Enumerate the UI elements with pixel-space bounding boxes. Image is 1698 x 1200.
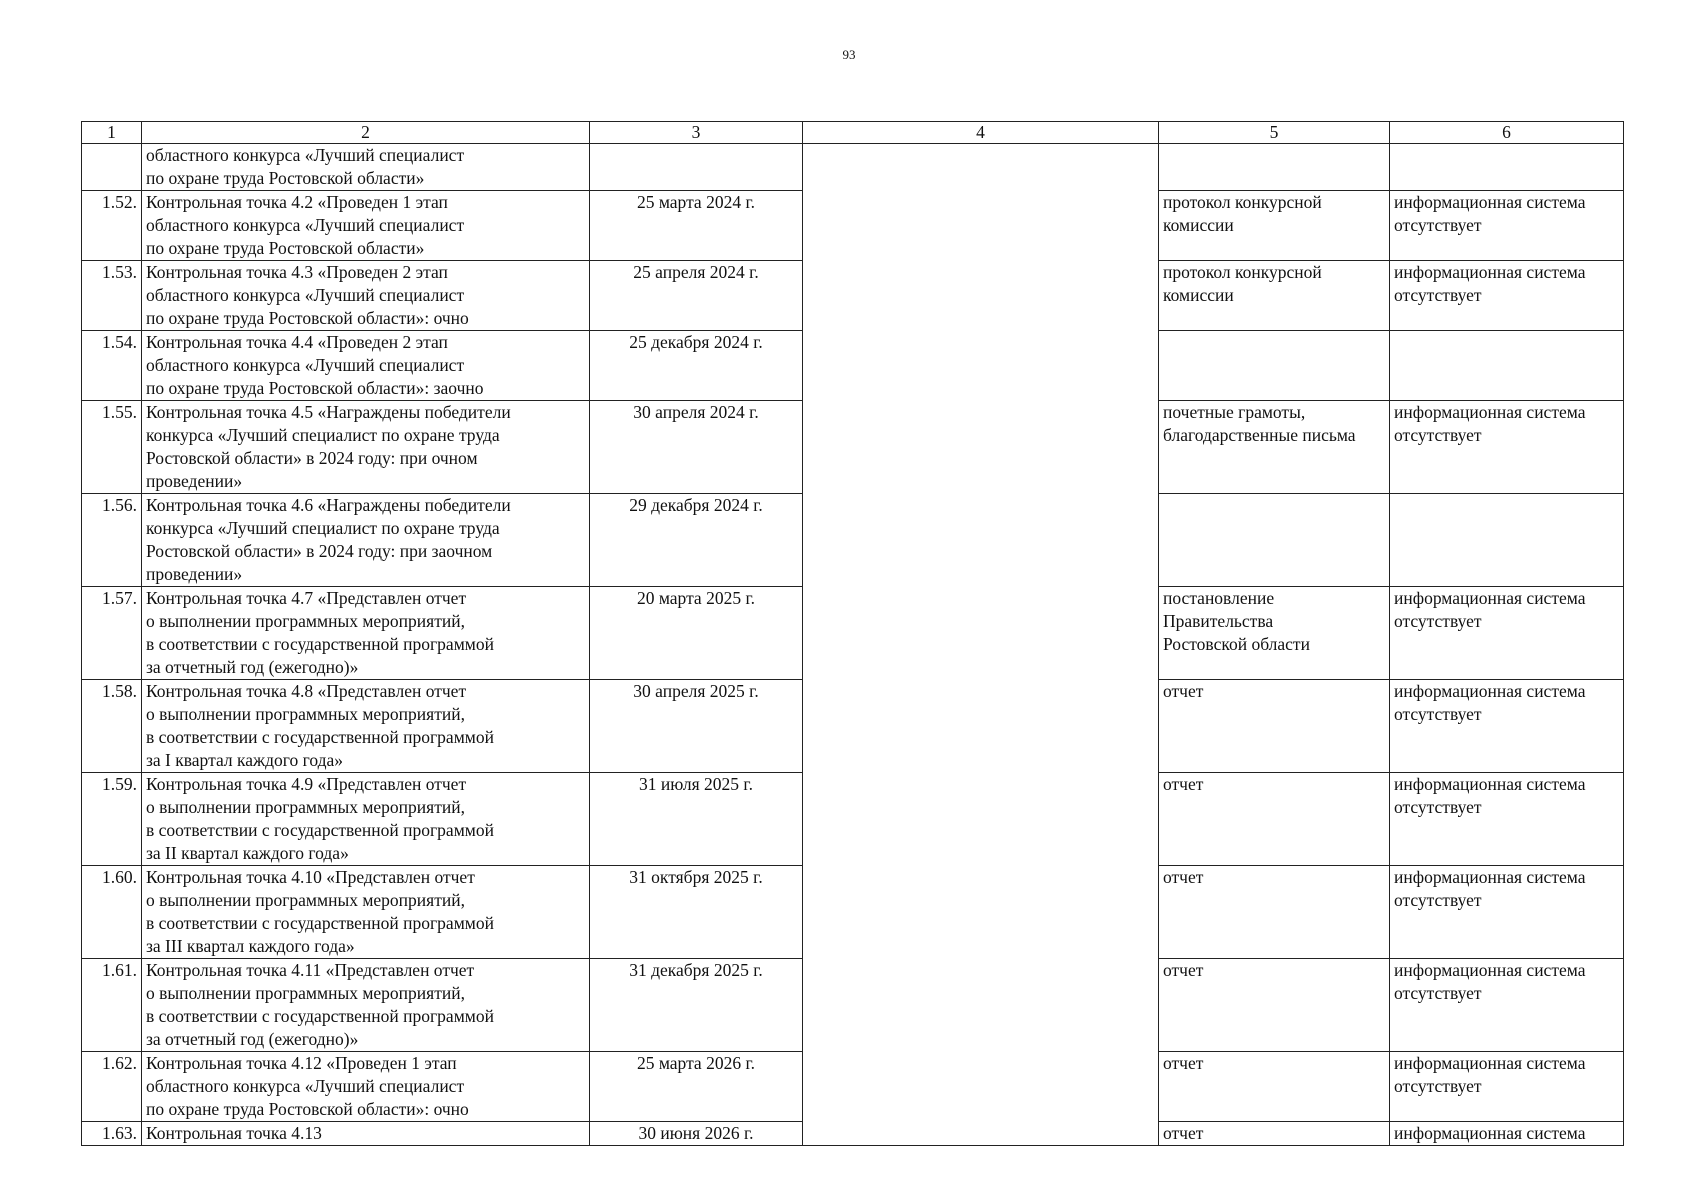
deadline-date: 25 апреля 2024 г.	[590, 261, 803, 331]
deadline-date: 31 октября 2025 г.	[590, 866, 803, 959]
row-number: 1.57.	[82, 587, 142, 680]
document-type: почетные грамоты, благодарственные письма	[1159, 401, 1390, 494]
document-type	[1159, 144, 1390, 191]
deadline-date: 30 июня 2026 г.	[590, 1122, 803, 1146]
information-system: информационная система отсутствует	[1390, 401, 1624, 494]
control-point-description: Контрольная точка 4.6 «Награждены победители конкурса «Лучший специалист по охране труда Ростовской области» в 2024 году: при заочном проведении»	[142, 494, 590, 587]
document-type: отчет	[1159, 959, 1390, 1052]
row-number	[82, 144, 142, 191]
control-point-description: областного конкурса «Лучший специалист по охране труда Ростовской области»	[142, 144, 590, 191]
document-type: отчет	[1159, 1052, 1390, 1122]
information-system: информационная система	[1390, 1122, 1624, 1146]
document-type: постановление Правительства Ростовской области	[1159, 587, 1390, 680]
row-number: 1.53.	[82, 261, 142, 331]
row-number: 1.62.	[82, 1052, 142, 1122]
row-number: 1.63.	[82, 1122, 142, 1146]
document-type: протокол конкурсной комиссии	[1159, 261, 1390, 331]
information-system: информационная система отсутствует	[1390, 959, 1624, 1052]
deadline-date: 31 декабря 2025 г.	[590, 959, 803, 1052]
control-point-description: Контрольная точка 4.12 «Проведен 1 этап областного конкурса «Лучший специалист по охране труда Ростовской области»: очно	[142, 1052, 590, 1122]
information-system	[1390, 494, 1624, 587]
information-system: информационная система отсутствует	[1390, 680, 1624, 773]
column-4-cell	[803, 144, 1159, 1146]
information-system	[1390, 144, 1624, 191]
header-col-5: 5	[1159, 122, 1390, 144]
control-point-description: Контрольная точка 4.8 «Представлен отчет о выполнении программных мероприятий, в соответствии с государственной программой за I квартал каждого года»	[142, 680, 590, 773]
information-system: информационная система отсутствует	[1390, 587, 1624, 680]
document-type	[1159, 331, 1390, 401]
row-number: 1.54.	[82, 331, 142, 401]
row-number: 1.52.	[82, 191, 142, 261]
information-system: информационная система отсутствует	[1390, 191, 1624, 261]
header-col-4: 4	[803, 122, 1159, 144]
header-row	[82, 122, 1624, 144]
control-point-description: Контрольная точка 4.4 «Проведен 2 этап областного конкурса «Лучший специалист по охране труда Ростовской области»: заочно	[142, 331, 590, 401]
control-point-description: Контрольная точка 4.10 «Представлен отчет о выполнении программных мероприятий, в соответствии с государственной программой за III квартал каждого года»	[142, 866, 590, 959]
information-system: информационная система отсутствует	[1390, 261, 1624, 331]
header-col-3: 3	[590, 122, 803, 144]
control-point-description: Контрольная точка 4.2 «Проведен 1 этап областного конкурса «Лучший специалист по охране труда Ростовской области»	[142, 191, 590, 261]
information-system: информационная система отсутствует	[1390, 773, 1624, 866]
row-number: 1.59.	[82, 773, 142, 866]
information-system: информационная система отсутствует	[1390, 866, 1624, 959]
deadline-date	[590, 144, 803, 191]
row-number: 1.61.	[82, 959, 142, 1052]
document-type: отчет	[1159, 680, 1390, 773]
document-type	[1159, 494, 1390, 587]
header-col-2: 2	[142, 122, 590, 144]
document-type: отчет	[1159, 866, 1390, 959]
information-system: информационная система отсутствует	[1390, 1052, 1624, 1122]
row-number: 1.58.	[82, 680, 142, 773]
deadline-date: 25 марта 2026 г.	[590, 1052, 803, 1122]
page-number: 93	[842, 47, 856, 62]
deadline-date: 29 декабря 2024 г.	[590, 494, 803, 587]
control-point-description: Контрольная точка 4.3 «Проведен 2 этап областного конкурса «Лучший специалист по охране труда Ростовской области»: очно	[142, 261, 590, 331]
row-number: 1.56.	[82, 494, 142, 587]
document-type: протокол конкурсной комиссии	[1159, 191, 1390, 261]
deadline-date: 30 апреля 2024 г.	[590, 401, 803, 494]
row-number: 1.55.	[82, 401, 142, 494]
deadline-date: 25 декабря 2024 г.	[590, 331, 803, 401]
deadline-date: 31 июля 2025 г.	[590, 773, 803, 866]
control-point-description: Контрольная точка 4.5 «Награждены победители конкурса «Лучший специалист по охране труда Ростовской области» в 2024 году: при очном проведении»	[142, 401, 590, 494]
deadline-date: 25 марта 2024 г.	[590, 191, 803, 261]
document-type: отчет	[1159, 773, 1390, 866]
header-col-6: 6	[1390, 122, 1624, 144]
control-point-description: Контрольная точка 4.9 «Представлен отчет о выполнении программных мероприятий, в соответствии с государственной программой за II квартал каждого года»	[142, 773, 590, 866]
document-type: отчет	[1159, 1122, 1390, 1146]
table-body	[82, 144, 1624, 1146]
header-col-1: 1	[82, 122, 142, 144]
deadline-date: 20 марта 2025 г.	[590, 587, 803, 680]
control-point-description: Контрольная точка 4.13	[142, 1122, 590, 1146]
row-number: 1.60.	[82, 866, 142, 959]
control-points-table	[81, 121, 1624, 1146]
table-header	[82, 122, 1624, 144]
control-point-description: Контрольная точка 4.7 «Представлен отчет о выполнении программных мероприятий, в соответствии с государственной программой за отчетный год (ежегодно)»	[142, 587, 590, 680]
information-system	[1390, 331, 1624, 401]
table-row	[82, 144, 1624, 191]
control-point-description: Контрольная точка 4.11 «Представлен отчет о выполнении программных мероприятий, в соответствии с государственной программой за отчетный год (ежегодно)»	[142, 959, 590, 1052]
deadline-date: 30 апреля 2025 г.	[590, 680, 803, 773]
